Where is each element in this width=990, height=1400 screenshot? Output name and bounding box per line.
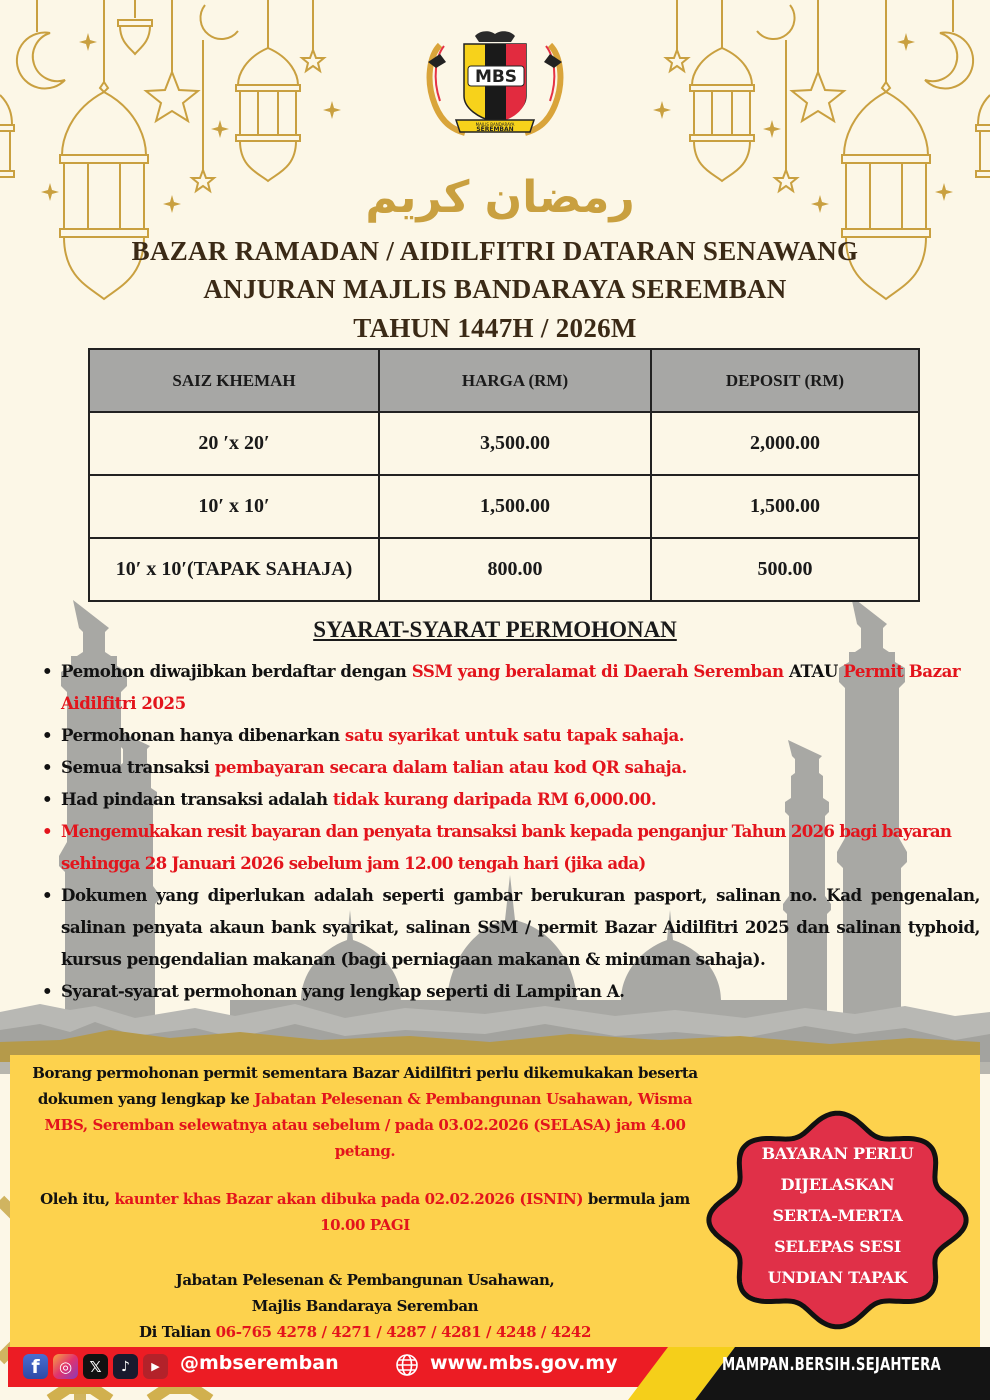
cell-size: 20 ′x 20′ — [89, 412, 379, 475]
svg-text:رمضان كريم: رمضان كريم — [365, 172, 635, 223]
submission-info: Borang permohonan permit sementara Bazar Aidilfitri perlu dikemukakan beserta dokumen yang lengkap ke Jabatan Pelesenan & Pembangunan Usahawan, Wisma MBS, Seremban selewatnya atau sebelum / pada 03.02.2026 (SELASA) jam 4.00 petang. — [32, 1064, 698, 1160]
page-title-line-2: ANJURAN MAJLIS BANDARAYA SEREMBAN — [203, 274, 787, 304]
phone-label: Di Talian — [139, 1323, 216, 1341]
cell-deposit: 500.00 — [651, 538, 919, 601]
cell-size: 10′ x 10′ — [89, 475, 379, 538]
contact-info: Jabatan Pelesenan & Pembangunan Usahawan, Majlis Bandaraya Seremban Di Talian 06-765 4278 / 4271 / 4287 / 4281 / 4248 / 4242 — [139, 1271, 591, 1341]
website-link[interactable]: www.mbs.gov.my — [430, 1352, 618, 1374]
globe-icon — [395, 1353, 419, 1377]
phone-numbers[interactable]: 06-765 4278 / 4271 / 4287 / 4281 / 4248 / 4242 — [215, 1323, 591, 1341]
list-item: • Mengemukakan resit bayaran dan penyata transaksi bank kepada penganjur Tahun 2026 bagi bayaran sehingga 28 Januari 2026 sebelum jam 12.00 tengah hari (jika ada) — [40, 815, 980, 879]
facebook-icon[interactable]: f — [23, 1354, 48, 1379]
star-icon — [146, 72, 198, 121]
motto: MAMPAN.BERSIH.SEJAHTERA — [722, 1354, 941, 1375]
list-item: • Pemohon diwajibkan berdaftar dengan SSM yang beralamat di Daerah Seremban ATAU Permit Bazar Aidilfitri 2025 — [40, 655, 980, 719]
mbs-logo — [420, 30, 570, 140]
list-item: • Syarat-syarat permohonan yang lengkap seperti di Lampiran A. — [40, 975, 980, 1007]
list-item: • Semua transaksi pembayaran secara dalam talian atau kod QR sahaja. — [40, 751, 980, 783]
column-header-price: HARGA (RM) — [379, 349, 651, 412]
list-item: • Permohonan hanya dibenarkan satu syarikat untuk satu tapak sahaja. — [40, 719, 980, 751]
column-header-deposit: DEPOSIT (RM) — [651, 349, 919, 412]
table-row — [89, 412, 919, 475]
youtube-icon[interactable]: ▶ — [143, 1354, 168, 1379]
social-handle[interactable]: @mbseremban — [180, 1352, 339, 1374]
list-item: • Dokumen yang diperlukan adalah seperti gambar berukuran pasport, salinan no. Kad pengenalan, salinan penyata akaun bank syarikat, salinan SSM / permit Bazar Aidilfitri 2025 dan salinan typhoid, kursus pengendalian makanan (bagi perniagaan makanan & minuman sahaja). — [40, 879, 980, 975]
requirements-heading: SYARAT-SYARAT PERMOHONAN — [313, 617, 677, 642]
cell-price: 1,500.00 — [379, 475, 651, 538]
tent-fee-table — [88, 348, 920, 602]
crescent-moon-icon — [17, 33, 65, 89]
cell-price: 800.00 — [379, 538, 651, 601]
cell-deposit: 2,000.00 — [651, 412, 919, 475]
table-row — [89, 475, 919, 538]
ramadan-kareem-calligraphy — [365, 160, 635, 230]
requirements-list — [40, 655, 980, 1007]
logo-ribbon-text: SEREMBAN — [476, 126, 514, 133]
counter-info: Oleh itu, kaunter khas Bazar akan dibuka pada 02.02.2026 (ISNIN) bermula jam 10.00 PAGI — [40, 1190, 690, 1234]
cell-size: 10′ x 10′(TAPAK SAHAJA) — [89, 538, 379, 601]
column-header-size: SAIZ KHEMAH — [89, 349, 379, 412]
cell-deposit: 1,500.00 — [651, 475, 919, 538]
page-title-line-1: BAZAR RAMADAN / AIDILFITRI DATARAN SENAWANG — [131, 236, 859, 266]
instagram-icon[interactable]: ◎ — [53, 1354, 78, 1379]
list-item: • Had pindaan transaksi adalah tidak kurang daripada RM 6,000.00. — [40, 783, 980, 815]
x-icon[interactable]: 𝕏 — [83, 1354, 108, 1379]
cell-price: 3,500.00 — [379, 412, 651, 475]
tiktok-icon[interactable]: ♪ — [113, 1354, 138, 1379]
payment-notice-text: BAYARAN PERLU DIJELASKAN SERTA-MERTA SELEPAS SESI UNDIAN TAPAK — [761, 1144, 914, 1287]
table-row — [89, 538, 919, 601]
logo-text: MBS — [474, 67, 518, 87]
page-title-line-3: TAHUN 1447H / 2026M — [353, 313, 637, 343]
table-header-row — [89, 349, 919, 412]
logo-ribbon-top: MAJLIS BANDARAYA — [475, 122, 515, 127]
